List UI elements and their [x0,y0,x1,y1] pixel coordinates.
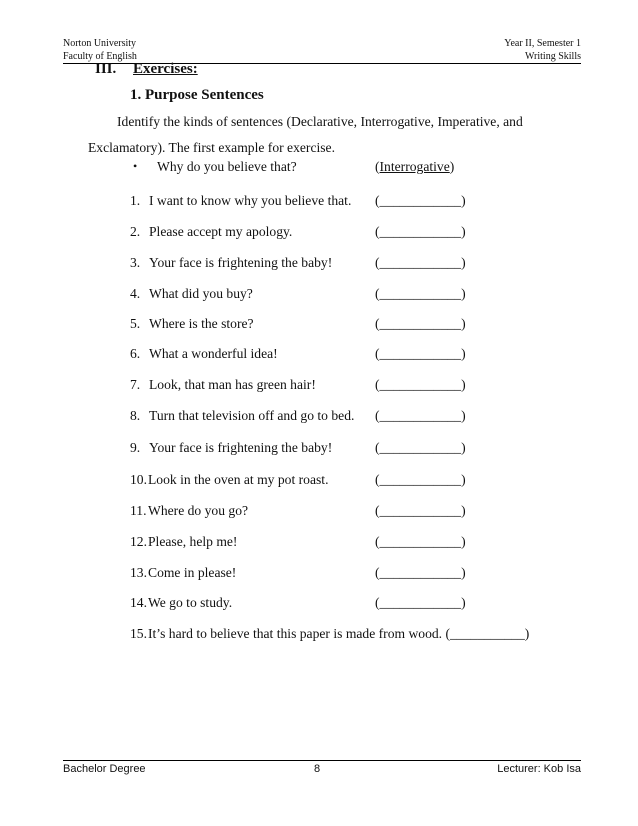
answer-blank[interactable]: (____________) [375,534,466,549]
item-number: 1. [130,193,141,208]
exercise-item [130,346,550,364]
item-sentence-text: It’s hard to believe that this paper is made from wood. [148,626,443,641]
item-number: 4. [130,286,141,301]
item-sentence: What did you buy? [149,286,253,301]
item-number: 6. [130,346,141,361]
item-sentence: Come in please! [148,565,237,580]
item-number: 7. [130,377,141,392]
item-sentence: Look, that man has green hair! [149,377,316,392]
item-number: 8. [130,408,141,423]
item-sentence [148,626,529,642]
instructions-line-2: Exclamatory). The first example for exercise. [88,140,335,155]
exercise-item [130,193,550,211]
instructions-line-1: Identify the kinds of sentences (Declarative, Interrogative, Imperative, and [117,114,523,129]
course-name: Writing Skills [525,51,581,62]
item-sentence: Please, help me! [148,534,238,549]
item-number: 15. [130,626,147,641]
example-answer-text: Interrogative [379,159,450,174]
item-sentence: Where is the store? [149,316,254,331]
exercise-item [130,377,550,395]
answer-blank[interactable]: (____________) [375,255,466,270]
item-sentence: Please accept my apology. [149,224,293,239]
example-sentence: Why do you believe that? [157,159,297,174]
exercise-item [130,316,550,334]
footer-degree: Bachelor Degree [63,763,146,775]
item-number: 2. [130,224,141,239]
exercise-item [130,503,550,521]
answer-blank[interactable]: (____________) [375,472,466,487]
exercise-item [130,595,550,613]
answer-blank[interactable]: (____________) [375,440,466,455]
answer-close-paren: ) [449,159,455,174]
exercise-item [130,255,550,273]
answer-open-paren: ( [375,159,380,174]
item-sentence: Where do you go? [148,503,249,518]
exercise-item [130,534,550,552]
bullet-icon: • [133,159,138,173]
exercise-item [130,286,550,304]
item-sentence: Turn that television off and go to bed. [149,408,355,423]
exercise-item [130,408,550,426]
exercise-item [130,440,550,458]
university-name: Norton University [63,38,137,49]
exercise-item [130,626,570,644]
item-sentence: Look in the oven at my pot roast. [148,472,329,487]
page-header-left [63,37,137,63]
answer-blank[interactable]: (____________) [375,377,466,392]
answer-blank[interactable]: (____________) [375,193,466,208]
answer-blank[interactable]: (____________) [375,316,466,331]
item-number: 11. [130,503,147,518]
item-number: 9. [130,440,141,455]
item-number: 12. [130,534,147,549]
footer-lecturer: Lecturer: Kob Isa [497,763,581,775]
page-header-right [504,37,581,63]
answer-blank[interactable]: (____________) [375,224,466,239]
answer-blank[interactable]: (____________) [375,286,466,301]
item-number: 13. [130,565,147,580]
faculty-name: Faculty of English [63,51,137,62]
item-number: 5. [130,316,141,331]
exercise-item [130,472,550,490]
section-number: III. [95,61,117,77]
footer-divider [63,760,581,761]
answer-blank[interactable]: (____________) [375,503,466,518]
answer-blank[interactable]: (___________) [445,626,530,641]
item-number: 3. [130,255,141,270]
item-number: 14. [130,595,147,610]
section-title: Exercises: [133,61,198,77]
exercise-item [130,565,550,583]
item-sentence: Your face is frightening the baby! [149,440,333,455]
item-sentence: What a wonderful idea! [149,346,278,361]
answer-blank[interactable]: (____________) [375,346,466,361]
item-number: 10. [130,472,147,487]
answer-blank[interactable]: (____________) [375,408,466,423]
answer-blank[interactable]: (____________) [375,595,466,610]
example-answer [375,159,454,175]
answer-blank[interactable]: (____________) [375,565,466,580]
section-heading [95,61,198,78]
subsection-heading: 1. Purpose Sentences [130,87,264,103]
item-sentence: Your face is frightening the baby! [149,255,333,270]
year-semester: Year II, Semester 1 [504,38,581,49]
page-number: 8 [314,763,321,775]
exercise-item [130,224,550,242]
item-sentence: We go to study. [148,595,233,610]
item-sentence: I want to know why you believe that. [149,193,352,208]
